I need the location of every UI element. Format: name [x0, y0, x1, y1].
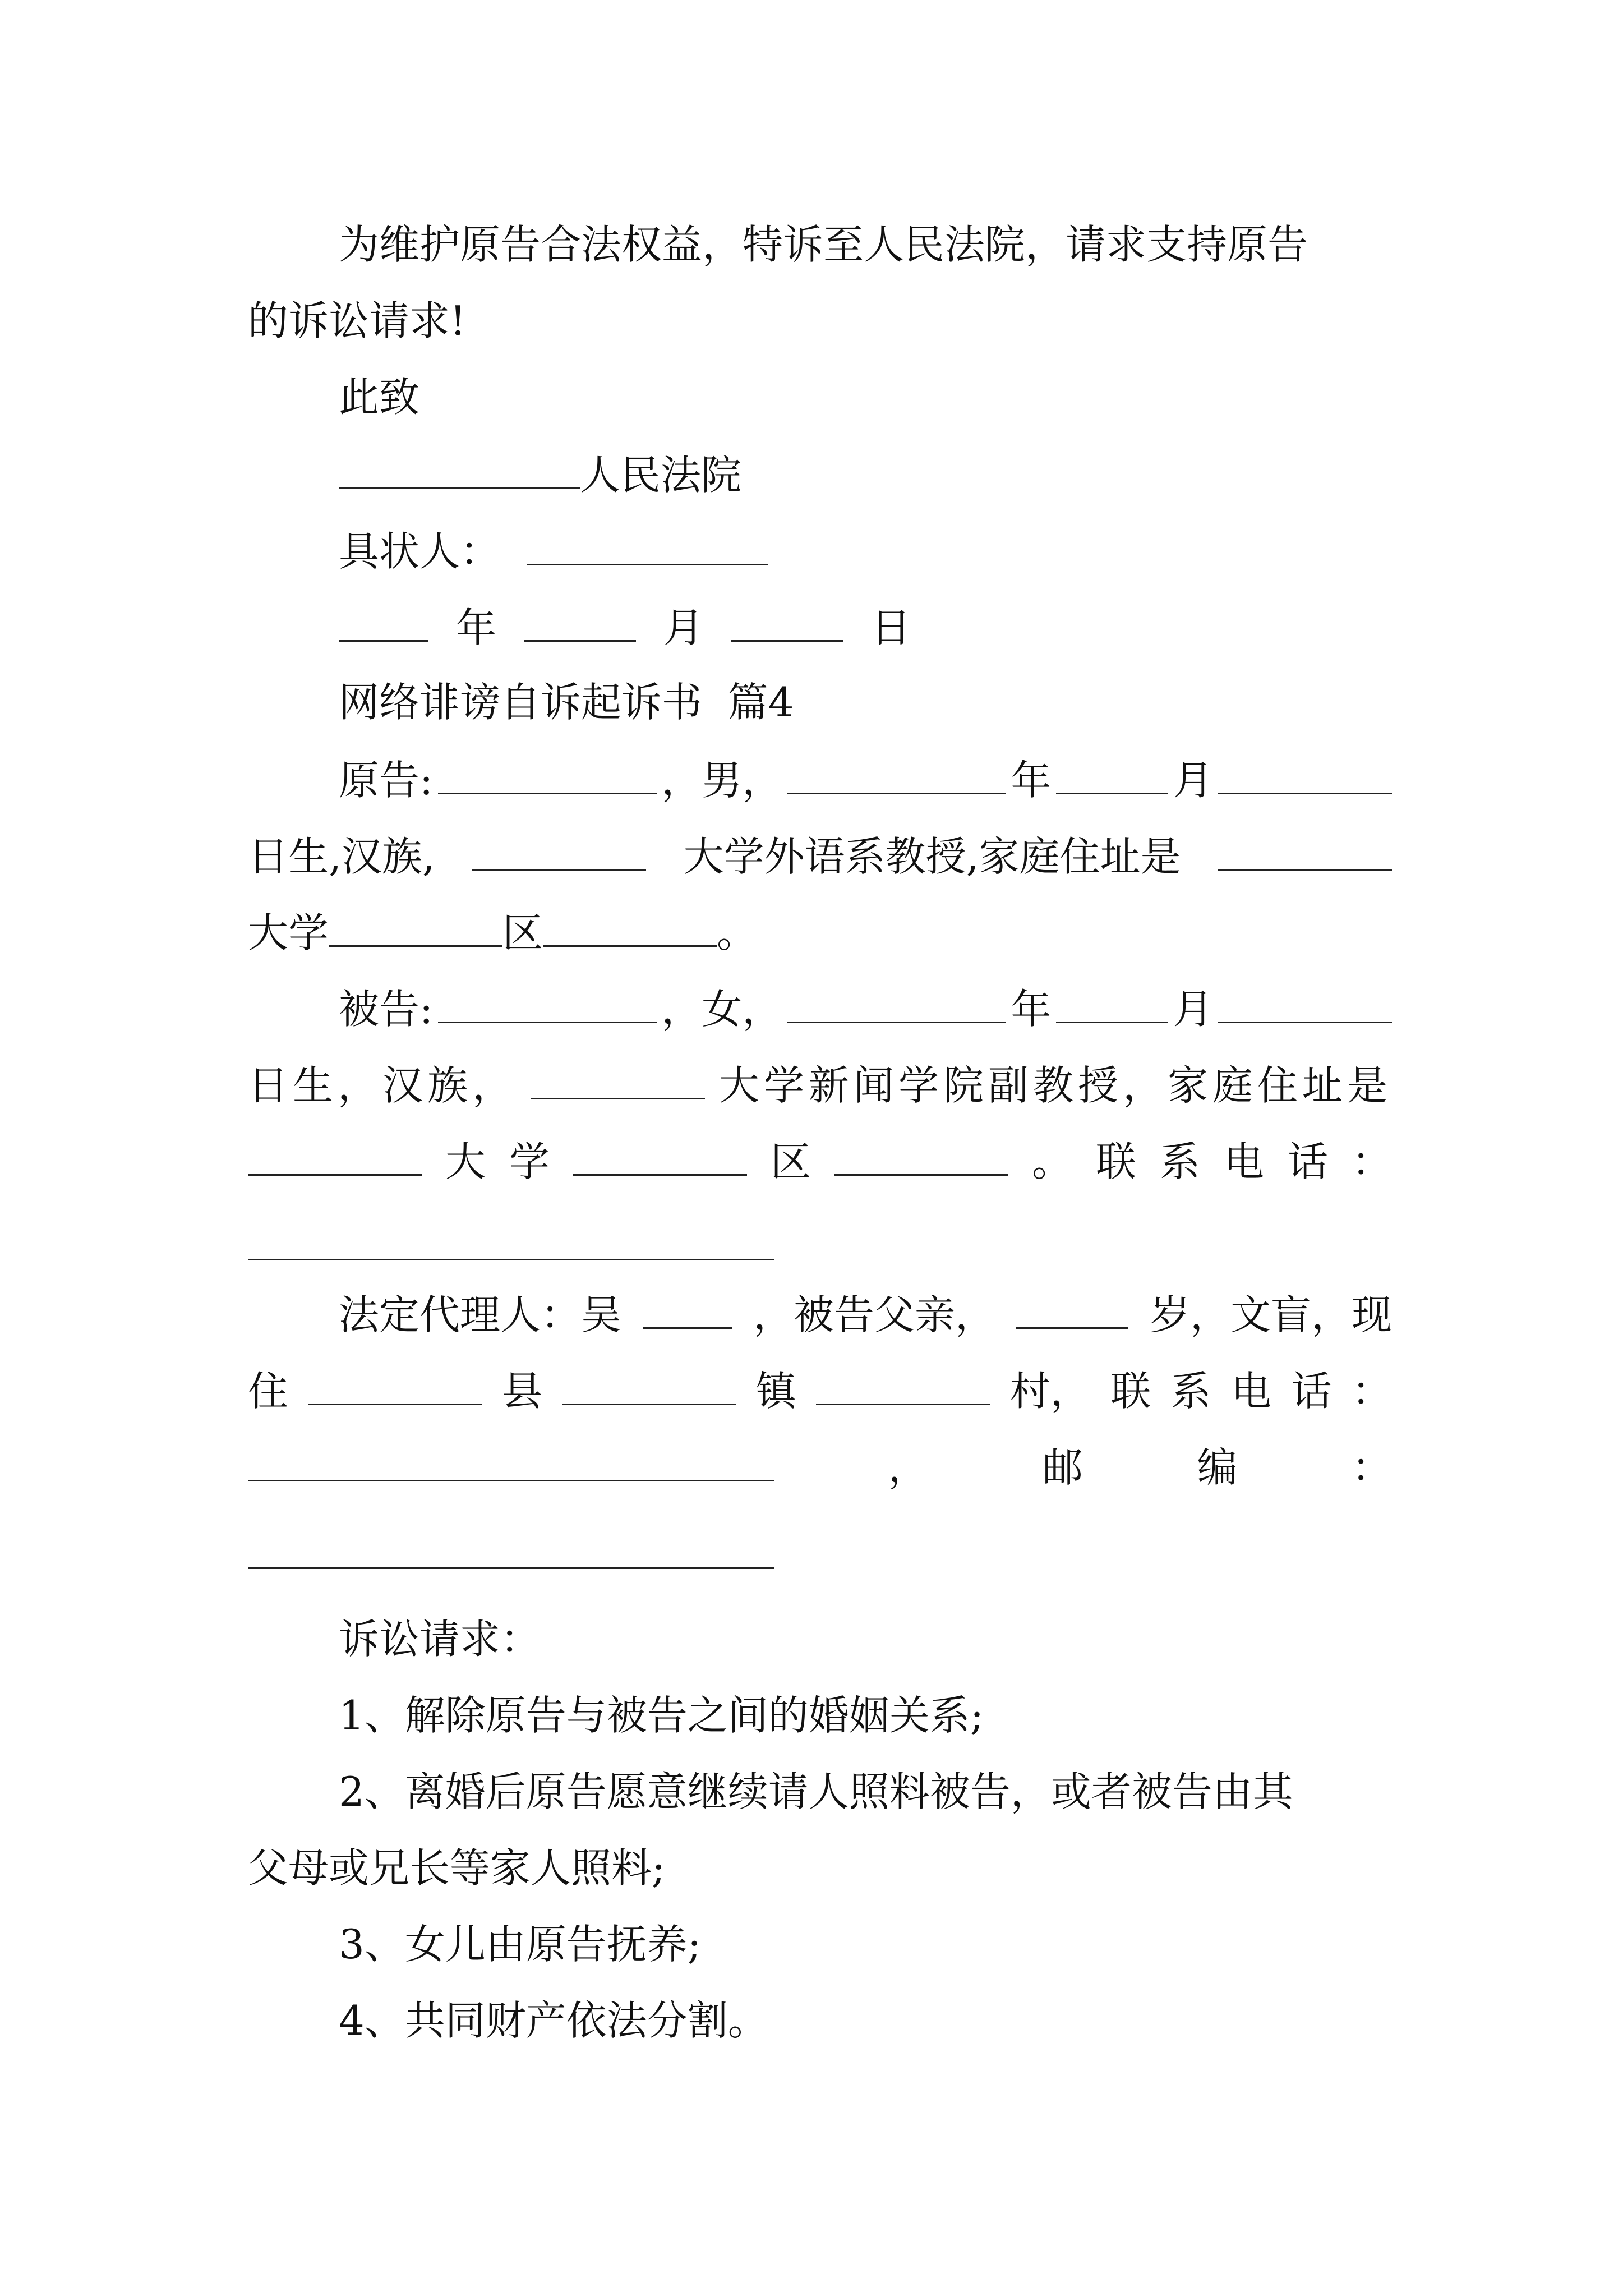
defendant-month-blank: [1056, 982, 1168, 1023]
guardian-relation: ，被告父亲，: [753, 1291, 995, 1338]
claim-item-1: 1、解除原告与被告之间的婚姻关系;: [339, 1692, 984, 1739]
defendant-year-blank: [787, 982, 1006, 1023]
guardian-zip-char-1: 邮: [1042, 1444, 1083, 1491]
date-year-blank: [339, 601, 428, 642]
plaintiff-line-2: [248, 830, 1392, 882]
defendant-name-blank: [438, 982, 657, 1023]
defendant-campus-blank: [573, 1135, 747, 1176]
plaintiff-gender: ，男，: [661, 757, 783, 804]
court-line: [339, 448, 1392, 500]
date-day-label: 日: [870, 604, 911, 651]
guardian-town-label: 镇: [755, 1368, 796, 1415]
defendant-district-label: 区: [770, 1138, 811, 1185]
guardian-name-label: 法定代理人：吴: [339, 1291, 622, 1338]
plaintiff-label: 原告:: [339, 757, 434, 804]
plaintiff-year-blank: [787, 753, 1006, 794]
defendant-university-char-1: 大: [445, 1138, 486, 1185]
defendant-occupation: 大学新闻学院副教授，家庭住址是: [718, 1062, 1392, 1109]
date-line: [339, 601, 1392, 653]
guardian-contact-char: 电: [1231, 1368, 1272, 1415]
plaintiff-day-blank: [1218, 753, 1392, 794]
defendant-contact-char: 系: [1159, 1138, 1200, 1185]
defendant-label: 被告:: [339, 986, 434, 1033]
defendant-contact-char: 。: [1031, 1138, 1072, 1185]
guardian-comma: ，: [888, 1444, 929, 1491]
guardian-contact-char: 系: [1170, 1368, 1211, 1415]
plaintiff-month-label: 月: [1173, 757, 1214, 804]
plaintiff-university-blank: [472, 830, 646, 871]
plaintiff-line-1: [339, 753, 1392, 806]
plaintiff-occupation: 大学外语系教授,家庭住址是: [683, 833, 1181, 880]
claim-item-2-line-2: 父母或兄长等家人照料;: [248, 1844, 666, 1892]
plaintiff-district-label: 区: [502, 909, 543, 956]
plaintiff-address-blank: [1218, 830, 1392, 871]
section-title: 网络诽谤自诉起诉书 篇4: [339, 679, 794, 726]
defendant-contact-char: ：: [1351, 1138, 1392, 1185]
plaintiff-year-label: 年: [1011, 757, 1052, 804]
plaintiff-name-blank: [438, 753, 657, 794]
claims-heading: 诉讼请求：: [339, 1616, 541, 1663]
defendant-line-3: [248, 1135, 1392, 1187]
closing-line-2: 的诉讼请求!: [248, 297, 466, 344]
date-month-label: 月: [663, 604, 704, 651]
defendant-year-label: 年: [1011, 986, 1052, 1033]
defendant-month-label: 月: [1173, 986, 1214, 1033]
defendant-phone-blank: [248, 1259, 774, 1260]
court-suffix: 人民法院: [580, 452, 742, 499]
defendant-gender: ，女，: [661, 986, 783, 1033]
signer-blank: [527, 524, 768, 565]
defendant-university-blank: [531, 1059, 705, 1099]
guardian-zip-char-2: 编: [1197, 1444, 1238, 1491]
salutation: 此致: [339, 374, 420, 421]
plaintiff-month-blank: [1056, 753, 1168, 794]
plaintiff-end-mark: 。: [717, 909, 758, 956]
plaintiff-line-3: [248, 906, 1392, 958]
claim-item-4: 4、共同财产依法分割。: [339, 1997, 768, 2044]
defendant-line-1: [339, 982, 1392, 1034]
guardian-line-1: [339, 1288, 1392, 1340]
defendant-contact-char: 电: [1223, 1138, 1264, 1185]
guardian-county-label: 县: [501, 1368, 542, 1415]
guardian-residence-label: 住: [248, 1368, 289, 1415]
claim-item-2-line-1: 2、离婚后原告愿意继续请人照料被告，或者被告由其: [339, 1768, 1293, 1815]
guardian-age-status: 岁，文盲，现: [1149, 1291, 1392, 1338]
defendant-birth-ethnicity: 日生，汉族，: [248, 1062, 518, 1109]
date-year-label: 年: [455, 604, 496, 651]
defendant-university-char-2: 学: [509, 1138, 550, 1185]
guardian-phone-blank: [248, 1441, 774, 1481]
court-name-blank: [339, 448, 580, 489]
guardian-contact-char: ：: [1351, 1368, 1392, 1415]
defendant-district-blank: [834, 1135, 1008, 1176]
guardian-contact-char: 联: [1110, 1368, 1151, 1415]
plaintiff-campus-blank: [329, 906, 502, 947]
guardian-name-blank: [643, 1288, 732, 1329]
guardian-village-blank: [816, 1364, 990, 1405]
guardian-age-blank: [1016, 1288, 1128, 1329]
defendant-contact-char: 话: [1287, 1138, 1328, 1185]
plaintiff-university-label: 大学: [248, 909, 329, 956]
guardian-town-blank: [562, 1364, 736, 1405]
closing-line-1: 为维护原告合法权益，特诉至人民法院，请求支持原告: [339, 221, 1308, 268]
defendant-line-2: [248, 1059, 1392, 1111]
signer-label: 具状人：: [339, 528, 501, 575]
date-day-blank: [731, 601, 843, 642]
guardian-zip-colon: ：: [1351, 1444, 1392, 1491]
guardian-contact-char: 话: [1291, 1368, 1332, 1415]
guardian-zip-blank: [248, 1567, 774, 1569]
guardian-county-blank: [308, 1364, 482, 1405]
guardian-village-label: 村，: [1009, 1368, 1091, 1415]
signer-line: [339, 524, 1392, 577]
guardian-line-3: [248, 1441, 1392, 1493]
defendant-day-blank: [1218, 982, 1392, 1023]
plaintiff-birth-ethnicity: 日生,汉族,: [248, 833, 435, 880]
guardian-line-2: [248, 1364, 1392, 1416]
date-month-blank: [524, 601, 636, 642]
plaintiff-district-blank: [543, 906, 717, 947]
defendant-contact-char: 联: [1095, 1138, 1136, 1185]
defendant-address-blank: [248, 1135, 422, 1176]
claim-item-3: 3、女儿由原告抚养;: [339, 1921, 702, 1968]
